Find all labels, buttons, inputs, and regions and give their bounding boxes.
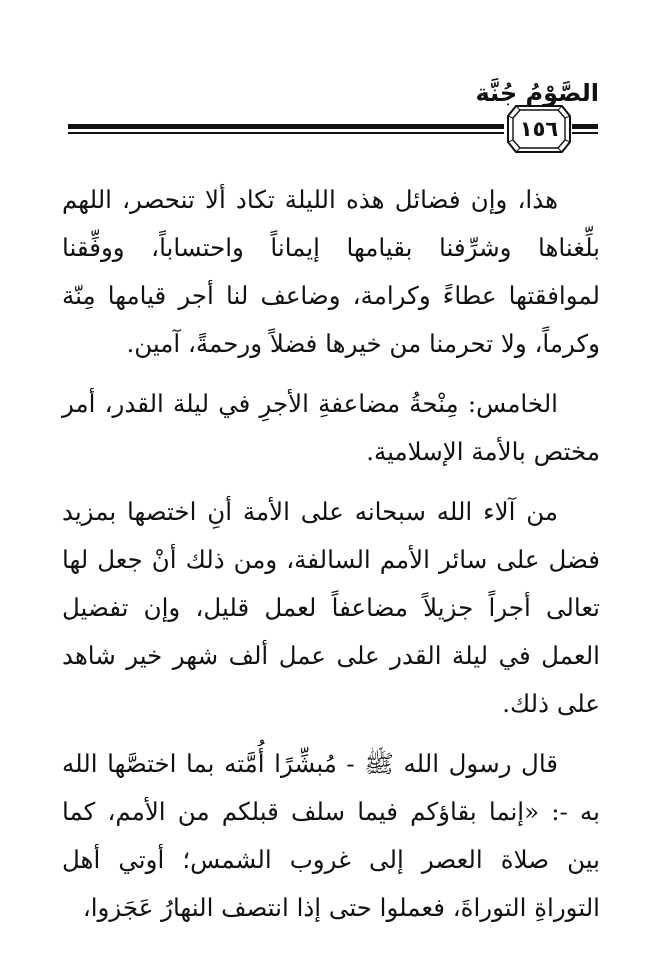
header-rule-right <box>572 124 598 136</box>
page-number: ١٥٦ <box>519 117 559 141</box>
paragraph: الخامس: مِنْحةُ مضاعفةِ الأجرِ في ليلة القدر، أمر مختص بالأمة الإسلامية. <box>62 389 600 466</box>
paragraph: من آلاء الله سبحانه على الأمة أنِ اختصها بمزيد فضل على سائر الأمم السالفة، ومن ذلك أنْ جعل لها تعالى أجراً جزيلاً مضاعفاً لعمل قليل، وإن تفضيل العمل في ليلة القدر على عمل ألف شهر خير شاهد على ذلك. <box>62 497 600 718</box>
body-text <box>62 176 600 944</box>
paragraph: قال رسول الله ﷺ - مُبشِّرًا أُمَّته بما اختصَّها الله به -: «إنما بقاؤكم فيما سلف قبلكم من الأمم، كما بين صلاة العصر إلى غروب الشمس؛ أوتي أهل التوراةِ التوراةَ، فعملوا حتى إذا انتصف النهارُ عَجَزوا، <box>62 749 600 922</box>
header-rule-left <box>68 124 504 136</box>
running-header-title: الصَّوْمُ جُنَّة <box>475 79 599 107</box>
paragraph: هذا، وإن فضائل هذه الليلة تكاد ألا تنحصر، اللهم بلِّغناها وشرِّفنا بقيامها إيماناً واحتساباً، ووفِّقنا لموافقتها عطاءً وكرامة، وضاعف لنا أجر قيامها مِنّة وكرماً، ولا تحرمنا من خيرها فضلاً ورحمةً، آمين. <box>62 185 600 358</box>
